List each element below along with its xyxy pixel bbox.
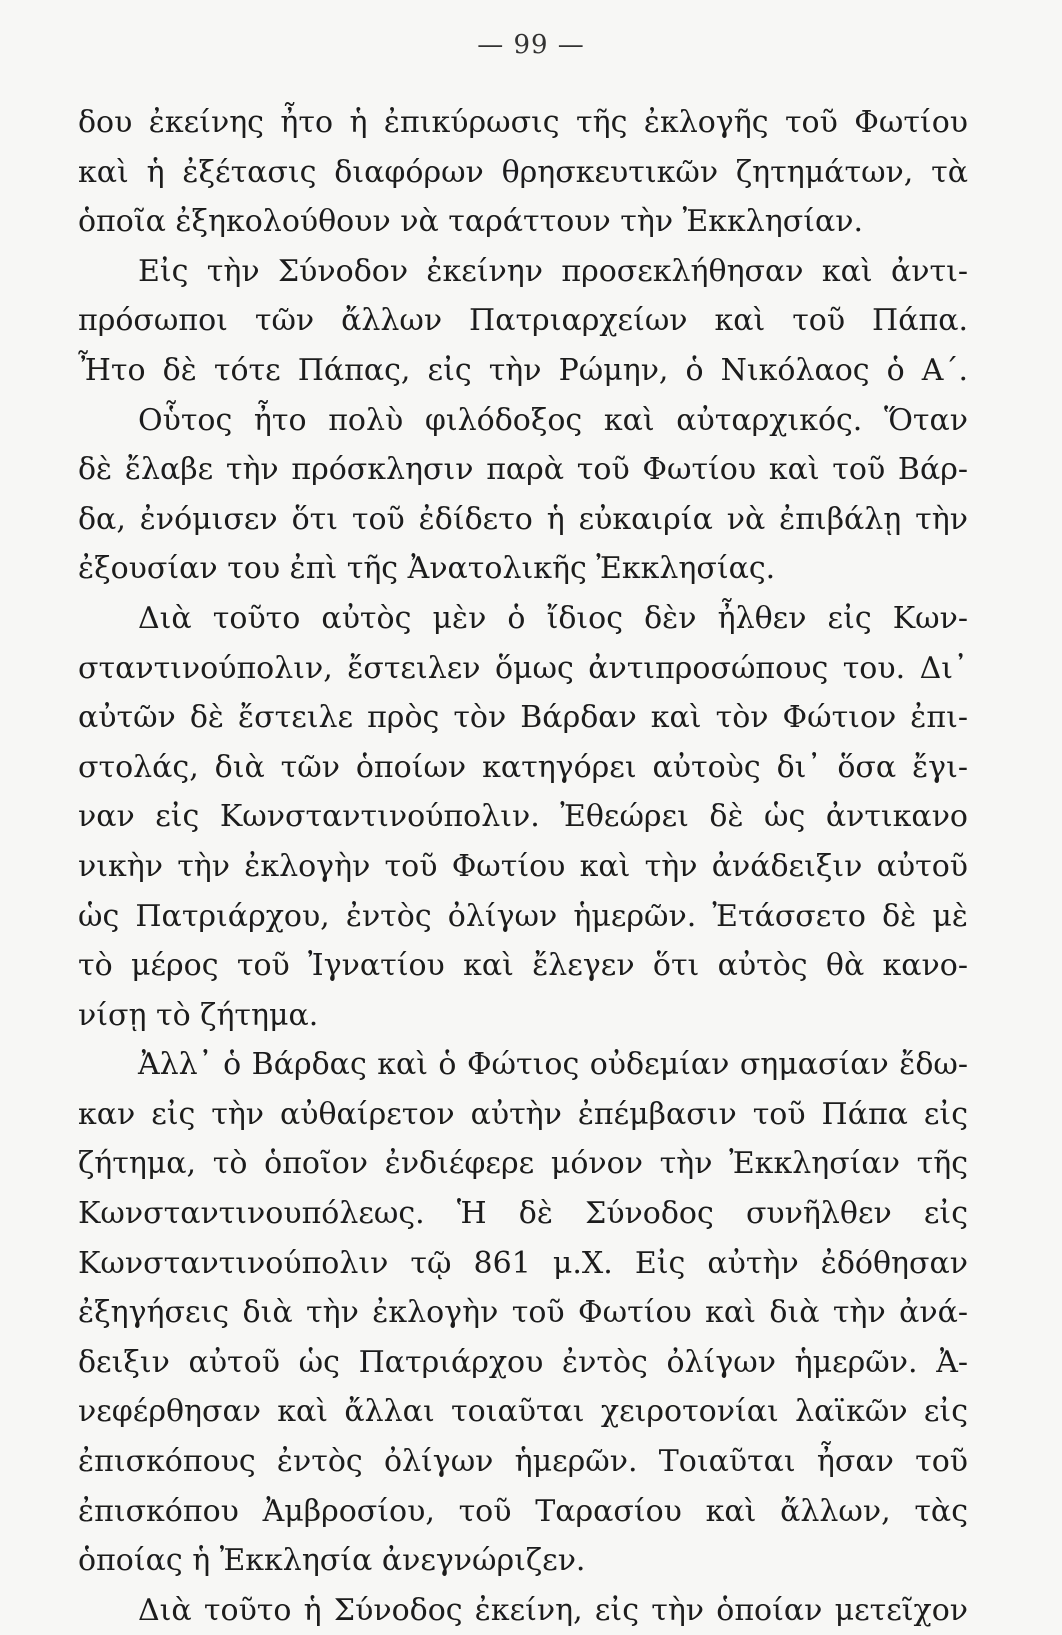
text-line: Ἦτο δὲ τότε Πάπας, εἰς τὴν Ρώμην, ὁ Νικόλαος ὁ Α΄.: [78, 352, 968, 388]
text-line: ὡς Πατριάρχου, ἐντὸς ὀλίγων ἡμερῶν. Ἐτάσσετο δὲ μὲ: [78, 898, 968, 934]
text-line: στολάς, διὰ τῶν ὁποίων κατηγόρει αὐτοὺς δι᾿ ὅσα ἔγι-: [78, 749, 968, 785]
text-line: πρόσωποι τῶν ἄλλων Πατριαρχείων καὶ τοῦ Πάπα.: [78, 303, 968, 339]
text-line: δα, ἐνόμισεν ὅτι τοῦ ἐδίδετο ἡ εὐκαιρία νὰ ἐπιβάλῃ τὴν: [78, 501, 968, 537]
text-line: Εἰς τὴν Σύνοδον ἐκείνην προσεκλήθησαν καὶ ἀντι-: [138, 253, 968, 289]
page-number: — 99 —: [477, 30, 585, 60]
text-line: Ἀλλ᾿ ὁ Βάρδας καὶ ὁ Φώτιος οὐδεμίαν σημασίαν ἔδω-: [138, 1047, 968, 1083]
text-line: Κωνσταντινουπόλεως. Ἡ δὲ Σύνοδος συνῆλθεν εἰς: [78, 1196, 968, 1232]
text-line: Διὰ τοῦτο ἡ Σύνοδος ἐκείνη, εἰς τὴν ὁποίαν μετεῖχον: [138, 1592, 968, 1628]
text-line: νεφέρθησαν καὶ ἄλλαι τοιαῦται χειροτονίαι λαϊκῶν εἰς: [78, 1394, 968, 1430]
text-line: Διὰ τοῦτο αὐτὸς μὲν ὁ ἴδιος δὲν ἦλθεν εἰς Κων-: [138, 600, 968, 636]
text-line: δειξιν αὐτοῦ ὡς Πατριάρχου ἐντὸς ὀλίγων ἡμερῶν. Ἀ-: [78, 1344, 968, 1380]
text-line: καν εἰς τὴν αὐθαίρετον αὐτὴν ἐπέμβασιν τοῦ Πάπα εἰς: [78, 1096, 968, 1132]
text-line: αὐτῶν δὲ ἔστειλε πρὸς τὸν Βάρδαν καὶ τὸν Φώτιον ἐπι-: [78, 700, 968, 736]
text-line: δὲ ἔλαβε τὴν πρόσκλησιν παρὰ τοῦ Φωτίου καὶ τοῦ Βάρ-: [78, 452, 968, 488]
text-line: ὁποίας ἡ Ἐκκλησία ἀνεγνώριζεν.: [78, 1543, 586, 1579]
body-text: [78, 98, 968, 1635]
text-line: Οὗτος ἦτο πολὺ φιλόδοξος καὶ αὐταρχικός. Ὅταν: [138, 402, 968, 438]
text-line: ἐπισκόπους ἐντὸς ὀλίγων ἡμερῶν. Τοιαῦται ἦσαν τοῦ: [78, 1444, 968, 1480]
text-line: καὶ ἡ ἐξέτασις διαφόρων θρησκευτικῶν ζητημάτων, τὰ: [78, 154, 968, 190]
text-line: νίσῃ τὸ ζήτημα.: [78, 997, 319, 1033]
text-line: ἐπισκόπου Ἀμβροσίου, τοῦ Ταρασίου καὶ ἄλλων, τὰς: [78, 1493, 968, 1529]
text-line: ζήτημα, τὸ ὁποῖον ἐνδιέφερε μόνον τὴν Ἐκκλησίαν τῆς: [78, 1146, 968, 1182]
text-line: δου ἐκείνης ἦτο ἡ ἐπικύρωσις τῆς ἐκλογῆς τοῦ Φωτίου: [78, 105, 968, 140]
text-line: νικὴν τὴν ἐκλογὴν τοῦ Φωτίου καὶ τὴν ἀνάδειξιν αὐτοῦ: [78, 848, 968, 884]
text-line: σταντινούπολιν, ἔστειλεν ὅμως ἀντιπροσώπους του. Δι᾿: [78, 650, 968, 686]
text-line: ναν εἰς Κωνσταντινούπολιν. Ἐθεώρει δὲ ὡς ἀντικανο: [78, 799, 968, 835]
text-line: ἐξηγήσεις διὰ τὴν ἐκλογὴν τοῦ Φωτίου καὶ διὰ τὴν ἀνά-: [78, 1295, 968, 1331]
text-line: ἐξουσίαν του ἐπὶ τῆς Ἀνατολικῆς Ἐκκλησίας.: [78, 551, 776, 587]
text-line: τὸ μέρος τοῦ Ἰγνατίου καὶ ἔλεγεν ὅτι αὐτὸς θὰ κανο-: [78, 948, 968, 984]
text-line: Κωνσταντινούπολιν τῷ 861 μ.Χ. Εἰς αὐτὴν ἐδόθησαν: [78, 1245, 968, 1281]
text-line: ὁποῖα ἐξηκολούθουν νὰ ταράττουν τὴν Ἐκκλησίαν.: [78, 204, 863, 240]
